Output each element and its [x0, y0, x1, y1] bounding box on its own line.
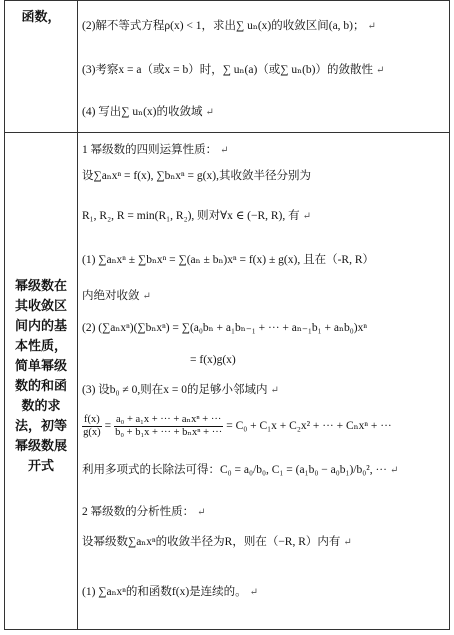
- section2-title-text: 2 幂级数的分析性质：: [82, 506, 195, 518]
- row1-item2-text: (2)解不等式方程ρ(x) < 1，求出∑ uₙ(x)的收敛区间(a, b)；: [82, 20, 365, 32]
- row2-label: [15, 277, 67, 477]
- lhs-denominator: g(x): [83, 427, 101, 438]
- series-numerator: a₀ + a₁x + ··· + aₙxⁿ + ···: [116, 414, 222, 425]
- row2-label-line: 法，初等: [14, 419, 67, 434]
- series-fraction: [114, 414, 223, 439]
- section2-property1-text: (1) ∑aₙxⁿ的和函数f(x)是连续的。: [82, 586, 247, 598]
- row2-label-line: 间内的基: [14, 319, 67, 334]
- row1-item3-text: (3)考察x = a（或x = b）时，∑ uₙ(a)（或∑ uₙ(b)）的敛散性: [82, 64, 374, 76]
- property2-cont-text: = f(x)g(x): [190, 354, 236, 366]
- property3-fraction: $\frac{f(x)}{g(x)}$ = $\frac{\text{a₀ + a₁x + ··· + aₙxⁿ + ···}}{\text{b₀ + b₁x + ··· + bₙxⁿ + ···}}$ = C₀ + C₁x + C₂x² + ··· + Cₙxⁿ + ···: [83, 414, 392, 438]
- row2-label-cell: [5, 272, 77, 482]
- row2-label-line: 简单幂级: [14, 359, 67, 374]
- row2-label-line: 幂级数在: [14, 279, 67, 294]
- property1: [82, 252, 374, 268]
- row2-label-line: 本性质，: [14, 339, 67, 354]
- table-border-bottom: [4, 629, 450, 630]
- row1-label: 函数，: [21, 10, 61, 25]
- column-divider: [77, 0, 78, 630]
- table-border-top: [4, 0, 450, 1]
- property1-cont: 内绝对收敛 ↵: [82, 290, 151, 302]
- section1-line1: [82, 168, 311, 184]
- long-division-note: 利用多项式的长除法可得：C₀ = a₀/b₀, C₁ = (a₁b₀ − a₀b₁)/b₀², ··· ↵: [82, 464, 399, 476]
- long-division-text: 利用多项式的长除法可得：C₀ = a₀/b₀, C₁ = (a₁b₀ − a₀b₁)/b₀², ···: [82, 464, 387, 476]
- property1-cont-text: 内绝对收敛: [82, 290, 140, 302]
- row1-item4-text: (4) 写出∑ uₙ(x)的收敛域: [82, 106, 203, 118]
- series-denominator: b₀ + b₁x + ··· + bₙxⁿ + ···: [115, 427, 223, 438]
- property3-text: (3) 设b₀ ≠ 0,则在x = 0的足够小邻域内: [82, 384, 268, 396]
- row1-item2: (2)解不等式方程ρ(x) < 1，求出∑ uₙ(x)的收敛区间(a, b)； ↵: [82, 20, 376, 32]
- section2-line1: 设幂级数∑aₙxⁿ的收敛半径为R，则在（−R, R）内有 ↵: [82, 536, 352, 548]
- series-expansion: = C₀ + C₁x + C₂x² + ··· + Cₙxⁿ + ···: [226, 420, 392, 433]
- row1-item4: (4) 写出∑ uₙ(x)的收敛域 ↵: [82, 106, 214, 118]
- section1-line2: R₁, R₂, R = min(R₁, R₂), 则对∀x ∈ (−R, R), 有 ↵: [82, 210, 312, 222]
- section2-line1-text: 设幂级数∑aₙxⁿ的收敛半径为R，则在（−R, R）内有: [82, 536, 341, 548]
- lhs-numerator: f(x): [84, 414, 100, 425]
- table-border-right: [449, 0, 450, 630]
- section1-title: 1 幂级数的四则运算性质： ↵: [82, 144, 229, 156]
- row2-label-line: 幂级数展: [14, 439, 67, 454]
- property2-cont: [190, 352, 236, 368]
- property3: (3) 设b₀ ≠ 0,则在x = 0的足够小邻域内 ↵: [82, 384, 279, 396]
- row-divider: [4, 132, 450, 133]
- section1-title-text: 1 幂级数的四则运算性质：: [82, 144, 218, 156]
- property2-text: (2) (∑aₙxⁿ)(∑bₙxⁿ) = ∑(a₀bₙ + a₁bₙ₋₁ + ··· + aₙ₋₁b₁ + aₙb₀)xⁿ: [82, 322, 367, 334]
- row2-label-line: 数的求: [21, 399, 61, 414]
- row1-label-cell: [5, 6, 77, 30]
- section1-line2-text: R₁, R₂, R = min(R₁, R₂), 则对∀x ∈ (−R, R), 有: [82, 210, 300, 222]
- property1-text: (1) ∑aₙxⁿ ± ∑bₙxⁿ = ∑(aₙ ± bₙ)xⁿ = f(x) ± g(x), 且在（-R, R）: [82, 254, 374, 266]
- property2: [82, 320, 367, 336]
- lhs-fraction: [82, 414, 102, 439]
- row1-item3: (3)考察x = a（或x = b）时，∑ uₙ(a)（或∑ uₙ(b)）的敛散性 ↵: [82, 64, 385, 76]
- section1-line1-text: 设∑aₙxⁿ = f(x), ∑bₙxⁿ = g(x),其收敛半径分别为: [82, 170, 311, 182]
- row2-label-line: 其收敛区: [14, 299, 67, 314]
- row2-label-line: 开式: [27, 459, 54, 474]
- section2-property1: (1) ∑aₙxⁿ的和函数f(x)是连续的。 ↵: [82, 586, 259, 598]
- section2-title: 2 幂级数的分析性质： ↵: [82, 506, 206, 518]
- row2-label-line: 数的和函: [14, 379, 67, 394]
